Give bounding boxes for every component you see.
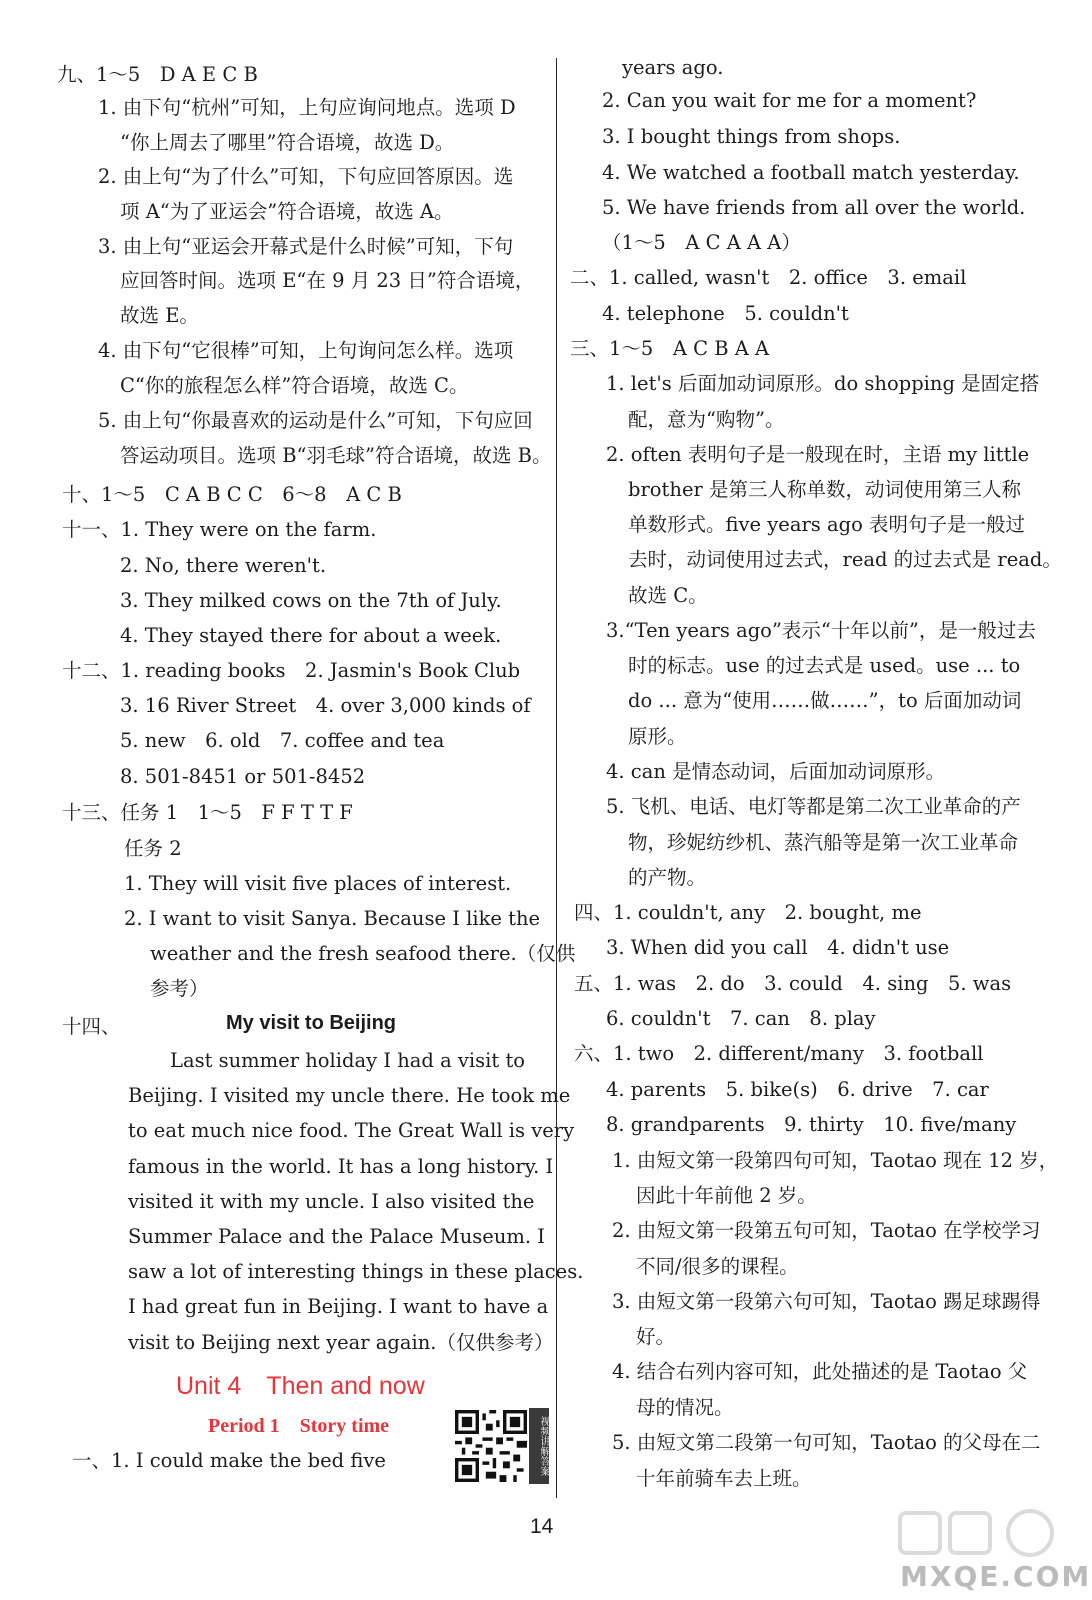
period-title: Period 1 Story time — [208, 1415, 390, 1437]
right-text-line: 时的标志。use 的过去式是 used。use ... to — [628, 654, 1021, 677]
right-text-line: 好。 — [636, 1325, 676, 1348]
left-text-line: famous in the world. It has a long history. I — [128, 1155, 554, 1178]
right-text-line: 3. 由短文第一段第六句可知，Taotao 踢足球踢得 — [612, 1290, 1041, 1313]
left-text-line: 1. They will visit five places of interest. — [124, 872, 512, 895]
right-text-line: brother 是第三人称单数，动词使用第三人称 — [628, 478, 1021, 501]
right-text-line: 1. let's 后面加动词原形。do shopping 是固定搭 — [606, 372, 1040, 395]
right-text-line: 4. parents 5. bike(s) 6. drive 7. car — [606, 1078, 989, 1101]
right-text-line: 去时，动词使用过去式，read 的过去式是 read。 — [628, 548, 1062, 571]
left-text-line: 2. No, there weren't. — [120, 554, 327, 577]
right-text-line: 5. We have friends from all over the world. — [602, 196, 1026, 219]
left-text-line: 2. I want to visit Sanya. Because I like the — [124, 907, 541, 930]
right-text-line: 不同/很多的课程。 — [636, 1255, 799, 1278]
right-text-line: 十年前骑车去上班。 — [636, 1467, 812, 1490]
column-divider — [556, 58, 557, 1498]
qr-code-icon[interactable] — [455, 1410, 527, 1482]
right-text-line: 因此十年前他 2 岁。 — [636, 1184, 817, 1207]
right-text-line: 2. often 表明句子是一般现在时，主语 my little — [606, 443, 1030, 466]
page-number: 14 — [530, 1515, 554, 1538]
left-text-line: 任务 2 — [124, 837, 182, 860]
right-text-line: 单数形式。five years ago 表明句子是一般过 — [628, 513, 1026, 536]
right-text-line: 2. 由短文第一段第五句可知，Taotao 在学校学习 — [612, 1219, 1041, 1242]
left-text-line: 一、1. I could make the bed five — [72, 1449, 386, 1472]
watermark-text: MXQE.COM — [900, 1560, 1092, 1593]
qr-label: 视频讲解答案 — [529, 1408, 549, 1484]
left-text-line: Summer Palace and the Palace Museum. I — [128, 1225, 545, 1248]
right-text-line: 原形。 — [628, 725, 687, 748]
left-text-line: 1. 由下句“杭州”可知，上句应询问地点。选项 D — [98, 96, 516, 119]
right-text-line: 六、1. two 2. different/many 3. football — [574, 1042, 984, 1065]
left-text-line: 十一、1. They were on the farm. — [62, 518, 377, 541]
right-text-line: （1～5 A C A A A） — [602, 231, 801, 254]
left-text-line: 答运动项目。选项 B“羽毛球”符合语境，故选 B。 — [120, 444, 552, 467]
left-text-line: 5. new 6. old 7. coffee and tea — [120, 729, 445, 752]
left-text-line: 4. 由下句“它很棒”可知，上句询问怎么样。选项 — [98, 339, 514, 362]
right-text-line: 三、1～5 A C B A A — [570, 337, 770, 360]
left-text-line: I had great fun in Beijing. I want to have a — [128, 1295, 549, 1318]
right-text-line: 4. We watched a football match yesterday. — [602, 161, 1020, 184]
left-text-line: 参考） — [150, 977, 209, 1000]
left-text-line: 十四、 — [62, 1015, 121, 1038]
right-text-line: years ago. — [622, 56, 724, 79]
left-text-line: 5. 由上句“你最喜欢的运动是什么”可知，下句应回 — [98, 409, 533, 432]
left-text-line: 项 A“为了亚运会”符合语境，故选 A。 — [120, 200, 454, 223]
left-text-line: saw a lot of interesting things in these places. — [128, 1260, 584, 1283]
right-text-line: 母的情况。 — [636, 1396, 734, 1419]
right-text-line: 2. Can you wait for me for a moment? — [602, 89, 977, 112]
essay-title: My visit to Beijing — [226, 1012, 397, 1034]
left-text-line: 应回答时间。选项 E“在 9 月 23 日”符合语境， — [120, 269, 535, 292]
right-text-line: 物，珍妮纺纱机、蒸汽船等是第一次工业革命 — [628, 831, 1019, 854]
right-text-line: 4. can 是情态动词，后面加动词原形。 — [606, 760, 946, 783]
left-text-line: Beijing. I visited my uncle there. He took me — [128, 1084, 571, 1107]
left-text-line: 故选 E。 — [120, 304, 199, 327]
right-text-line: 4. 结合右列内容可知，此处描述的是 Taotao 父 — [612, 1360, 1028, 1383]
right-text-line: 5. 飞机、电话、电灯等都是第二次工业革命的产 — [606, 795, 1021, 818]
right-text-line: 二、1. called, wasn't 2. office 3. email — [570, 266, 967, 289]
right-text-line: 5. 由短文第二段第一句可知，Taotao 的父母在二 — [612, 1431, 1041, 1454]
right-text-line: 3. When did you call 4. didn't use — [606, 936, 950, 959]
left-text-line: visited it with my uncle. I also visited the — [128, 1190, 535, 1213]
left-text-line: 十、1～5 C A B C C 6～8 A C B — [62, 483, 402, 506]
left-text-line: 4. They stayed there for about a week. — [120, 624, 502, 647]
left-text-line: 8. 501-8451 or 501-8452 — [120, 765, 366, 788]
right-text-line: 故选 C。 — [628, 584, 708, 607]
right-text-line: 的产物。 — [628, 866, 707, 889]
right-text-line: 3. I bought things from shops. — [602, 125, 901, 148]
right-text-line: 四、1. couldn't, any 2. bought, me — [574, 901, 922, 924]
left-text-line: 九、1～5 D A E C B — [57, 63, 258, 86]
left-text-line: weather and the fresh seafood there.（仅供 — [150, 942, 576, 965]
left-text-line: 十二、1. reading books 2. Jasmin's Book Club — [62, 659, 521, 682]
left-text-line: visit to Beijing next year again.（仅供参考） — [128, 1331, 554, 1354]
left-text-line: Last summer holiday I had a visit to — [170, 1049, 526, 1072]
right-text-line: 配，意为“购物”。 — [628, 408, 785, 431]
right-text-line: do ... 意为“使用……做……”，to 后面加动词 — [628, 689, 1022, 712]
unit-title: Unit 4 Then and now — [176, 1372, 425, 1400]
left-text-line: 3. 16 River Street 4. over 3,000 kinds of — [120, 694, 531, 717]
right-text-line: 1. 由短文第一段第四句可知，Taotao 现在 12 岁， — [612, 1149, 1059, 1172]
left-text-line: 3. 由上句“亚运会开幕式是什么时候”可知，下句 — [98, 235, 514, 258]
left-text-line: to eat much nice food. The Great Wall is very — [128, 1119, 575, 1142]
left-text-line: 2. 由上句“为了什么”可知，下句应回答原因。选 — [98, 165, 514, 188]
right-text-line: 8. grandparents 9. thirty 10. five/many — [606, 1113, 1017, 1136]
right-text-line: 五、1. was 2. do 3. could 4. sing 5. was — [574, 972, 1012, 995]
right-text-line: 4. telephone 5. couldn't — [602, 302, 849, 325]
right-text-line: 6. couldn't 7. can 8. play — [606, 1007, 876, 1030]
left-text-line: C“你的旅程怎么样”符合语境，故选 C。 — [120, 374, 469, 397]
left-text-line: 十三、任务 1 1～5 F F T T F — [62, 801, 353, 824]
right-text-line: 3.“Ten years ago”表示“十年以前”，是一般过去 — [606, 619, 1036, 642]
left-text-line: 3. They milked cows on the 7th of July. — [120, 589, 502, 612]
left-text-line: “你上周去了哪里”符合语境，故选 D。 — [120, 131, 455, 154]
